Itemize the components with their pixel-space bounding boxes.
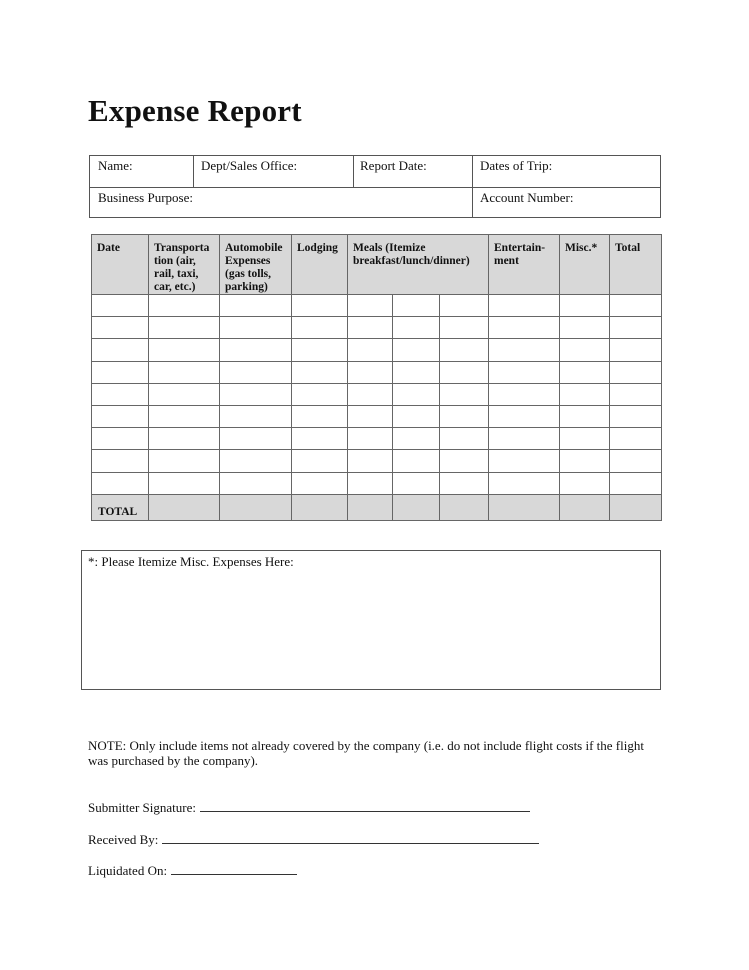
header-lodging: Lodging bbox=[292, 235, 348, 295]
table-cell[interactable] bbox=[149, 405, 220, 427]
table-cell[interactable] bbox=[220, 317, 292, 339]
table-cell[interactable] bbox=[560, 428, 610, 450]
received-by bbox=[88, 831, 539, 848]
table-cell[interactable] bbox=[92, 383, 149, 405]
table-cell[interactable] bbox=[440, 317, 489, 339]
table-cell[interactable] bbox=[149, 295, 220, 317]
received-by-line[interactable] bbox=[162, 831, 539, 844]
account-number-field[interactable]: Account Number: bbox=[480, 190, 574, 205]
info-divider bbox=[472, 156, 473, 217]
table-cell[interactable] bbox=[92, 361, 149, 383]
submitter-signature bbox=[88, 799, 530, 816]
table-cell[interactable] bbox=[393, 339, 440, 361]
table-cell[interactable] bbox=[393, 450, 440, 472]
table-cell[interactable] bbox=[440, 405, 489, 427]
table-cell[interactable] bbox=[610, 383, 662, 405]
table-cell[interactable] bbox=[393, 295, 440, 317]
table-cell[interactable] bbox=[393, 317, 440, 339]
misc-expenses-label: *: Please Itemize Misc. Expenses Here: bbox=[88, 554, 294, 569]
info-divider bbox=[353, 156, 354, 187]
table-cell[interactable] bbox=[489, 450, 560, 472]
total-cell[interactable] bbox=[393, 494, 440, 520]
info-divider bbox=[193, 156, 194, 187]
table-cell[interactable] bbox=[440, 361, 489, 383]
table-row bbox=[92, 317, 662, 339]
info-divider bbox=[90, 187, 660, 188]
table-cell[interactable] bbox=[292, 428, 348, 450]
table-row bbox=[92, 405, 662, 427]
table-cell[interactable] bbox=[610, 450, 662, 472]
table-cell[interactable] bbox=[489, 383, 560, 405]
table-cell[interactable] bbox=[489, 361, 560, 383]
table-cell[interactable] bbox=[393, 428, 440, 450]
table-cell[interactable] bbox=[220, 339, 292, 361]
business-purpose-field[interactable]: Business Purpose: bbox=[98, 190, 193, 205]
table-row bbox=[92, 339, 662, 361]
table-cell[interactable] bbox=[149, 450, 220, 472]
table-cell[interactable] bbox=[560, 383, 610, 405]
total-cell[interactable] bbox=[560, 494, 610, 520]
misc-expenses-box[interactable] bbox=[81, 550, 661, 690]
dates-of-trip-field[interactable]: Dates of Trip: bbox=[480, 158, 553, 173]
page-title: Expense Report bbox=[88, 93, 302, 128]
info-box bbox=[89, 155, 661, 218]
table-cell[interactable] bbox=[348, 383, 393, 405]
table-cell[interactable] bbox=[220, 472, 292, 494]
table-cell[interactable] bbox=[92, 317, 149, 339]
total-cell[interactable] bbox=[292, 494, 348, 520]
header-meals: Meals (Itemize breakfast/lunch/dinner) bbox=[348, 235, 489, 295]
header-misc: Misc.* bbox=[560, 235, 610, 295]
table-row bbox=[92, 472, 662, 494]
table-cell[interactable] bbox=[560, 450, 610, 472]
table-cell[interactable] bbox=[560, 317, 610, 339]
table-cell[interactable] bbox=[292, 361, 348, 383]
table-cell[interactable] bbox=[440, 383, 489, 405]
table-cell[interactable] bbox=[440, 339, 489, 361]
table-cell[interactable] bbox=[220, 295, 292, 317]
liquidated-on-line[interactable] bbox=[171, 862, 297, 875]
table-cell[interactable] bbox=[440, 472, 489, 494]
table-cell[interactable] bbox=[610, 361, 662, 383]
table-cell[interactable] bbox=[440, 450, 489, 472]
table-header-row bbox=[92, 235, 662, 295]
table-cell[interactable] bbox=[489, 295, 560, 317]
table-cell[interactable] bbox=[220, 383, 292, 405]
table-cell[interactable] bbox=[393, 405, 440, 427]
table-cell[interactable] bbox=[292, 405, 348, 427]
table-cell[interactable] bbox=[149, 317, 220, 339]
table-cell[interactable] bbox=[560, 295, 610, 317]
header-transportation: Transporta tion (air, rail, taxi, car, etc.) bbox=[149, 235, 220, 295]
table-row bbox=[92, 428, 662, 450]
expense-table bbox=[91, 234, 662, 521]
table-cell[interactable] bbox=[149, 472, 220, 494]
table-cell[interactable] bbox=[149, 339, 220, 361]
table-cell[interactable] bbox=[348, 405, 393, 427]
table-row bbox=[92, 450, 662, 472]
table-cell[interactable] bbox=[610, 405, 662, 427]
header-entertainment: Entertain- ment bbox=[489, 235, 560, 295]
table-cell[interactable] bbox=[348, 361, 393, 383]
table-cell[interactable] bbox=[292, 339, 348, 361]
table-cell[interactable] bbox=[393, 361, 440, 383]
table-cell[interactable] bbox=[560, 405, 610, 427]
received-by-label: Received By: bbox=[88, 832, 159, 847]
table-cell[interactable] bbox=[92, 428, 149, 450]
table-cell[interactable] bbox=[610, 317, 662, 339]
table-cell[interactable] bbox=[489, 428, 560, 450]
table-cell[interactable] bbox=[348, 317, 393, 339]
table-cell[interactable] bbox=[348, 450, 393, 472]
table-cell[interactable] bbox=[292, 472, 348, 494]
table-cell[interactable] bbox=[610, 339, 662, 361]
table-cell[interactable] bbox=[220, 361, 292, 383]
table-cell[interactable] bbox=[489, 405, 560, 427]
table-cell[interactable] bbox=[489, 317, 560, 339]
table-row bbox=[92, 361, 662, 383]
submitter-signature-line[interactable] bbox=[200, 799, 530, 812]
header-date: Date bbox=[92, 235, 149, 295]
table-cell[interactable] bbox=[393, 383, 440, 405]
table-cell[interactable] bbox=[489, 339, 560, 361]
total-cell[interactable] bbox=[489, 494, 560, 520]
table-cell[interactable] bbox=[440, 295, 489, 317]
table-cell[interactable] bbox=[220, 428, 292, 450]
table-cell[interactable] bbox=[149, 383, 220, 405]
table-cell[interactable] bbox=[610, 295, 662, 317]
table-cell[interactable] bbox=[610, 428, 662, 450]
table-cell[interactable] bbox=[220, 450, 292, 472]
report-date-field[interactable]: Report Date: bbox=[360, 158, 427, 173]
table-cell[interactable] bbox=[489, 472, 560, 494]
total-cell[interactable] bbox=[440, 494, 489, 520]
table-cell[interactable] bbox=[440, 428, 489, 450]
table-cell[interactable] bbox=[292, 317, 348, 339]
submitter-signature-label: Submitter Signature: bbox=[88, 800, 196, 815]
table-cell[interactable] bbox=[560, 361, 610, 383]
name-field[interactable]: Name: bbox=[98, 158, 133, 173]
total-label: TOTAL bbox=[92, 494, 149, 520]
table-cell[interactable] bbox=[92, 450, 149, 472]
total-row bbox=[92, 494, 662, 520]
header-total: Total bbox=[610, 235, 662, 295]
liquidated-on bbox=[88, 862, 297, 879]
table-cell[interactable] bbox=[92, 405, 149, 427]
table-cell[interactable] bbox=[560, 472, 610, 494]
dept-field[interactable]: Dept/Sales Office: bbox=[201, 158, 298, 173]
liquidated-on-label: Liquidated On: bbox=[88, 863, 168, 878]
table-cell[interactable] bbox=[220, 405, 292, 427]
table-cell[interactable] bbox=[348, 472, 393, 494]
header-automobile: Automobile Expenses (gas tolls, parking) bbox=[220, 235, 292, 295]
table-cell[interactable] bbox=[393, 472, 440, 494]
table-row bbox=[92, 295, 662, 317]
total-cell[interactable] bbox=[610, 494, 662, 520]
total-cell[interactable] bbox=[149, 494, 220, 520]
table-cell[interactable] bbox=[560, 339, 610, 361]
table-cell[interactable] bbox=[149, 361, 220, 383]
table-cell[interactable] bbox=[292, 383, 348, 405]
table-cell[interactable] bbox=[92, 339, 149, 361]
table-cell[interactable] bbox=[292, 295, 348, 317]
note-text: NOTE: Only include items not already covered by the company (i.e. do not include flight costs if the flight was purchased by the company). bbox=[88, 738, 644, 768]
table-cell[interactable] bbox=[348, 339, 393, 361]
table-cell[interactable] bbox=[348, 428, 393, 450]
table-cell[interactable] bbox=[610, 472, 662, 494]
total-cell[interactable] bbox=[220, 494, 292, 520]
total-cell[interactable] bbox=[348, 494, 393, 520]
table-cell[interactable] bbox=[92, 472, 149, 494]
table-row bbox=[92, 383, 662, 405]
table-cell[interactable] bbox=[292, 450, 348, 472]
table-cell[interactable] bbox=[348, 295, 393, 317]
table-cell[interactable] bbox=[92, 295, 149, 317]
table-cell[interactable] bbox=[149, 428, 220, 450]
